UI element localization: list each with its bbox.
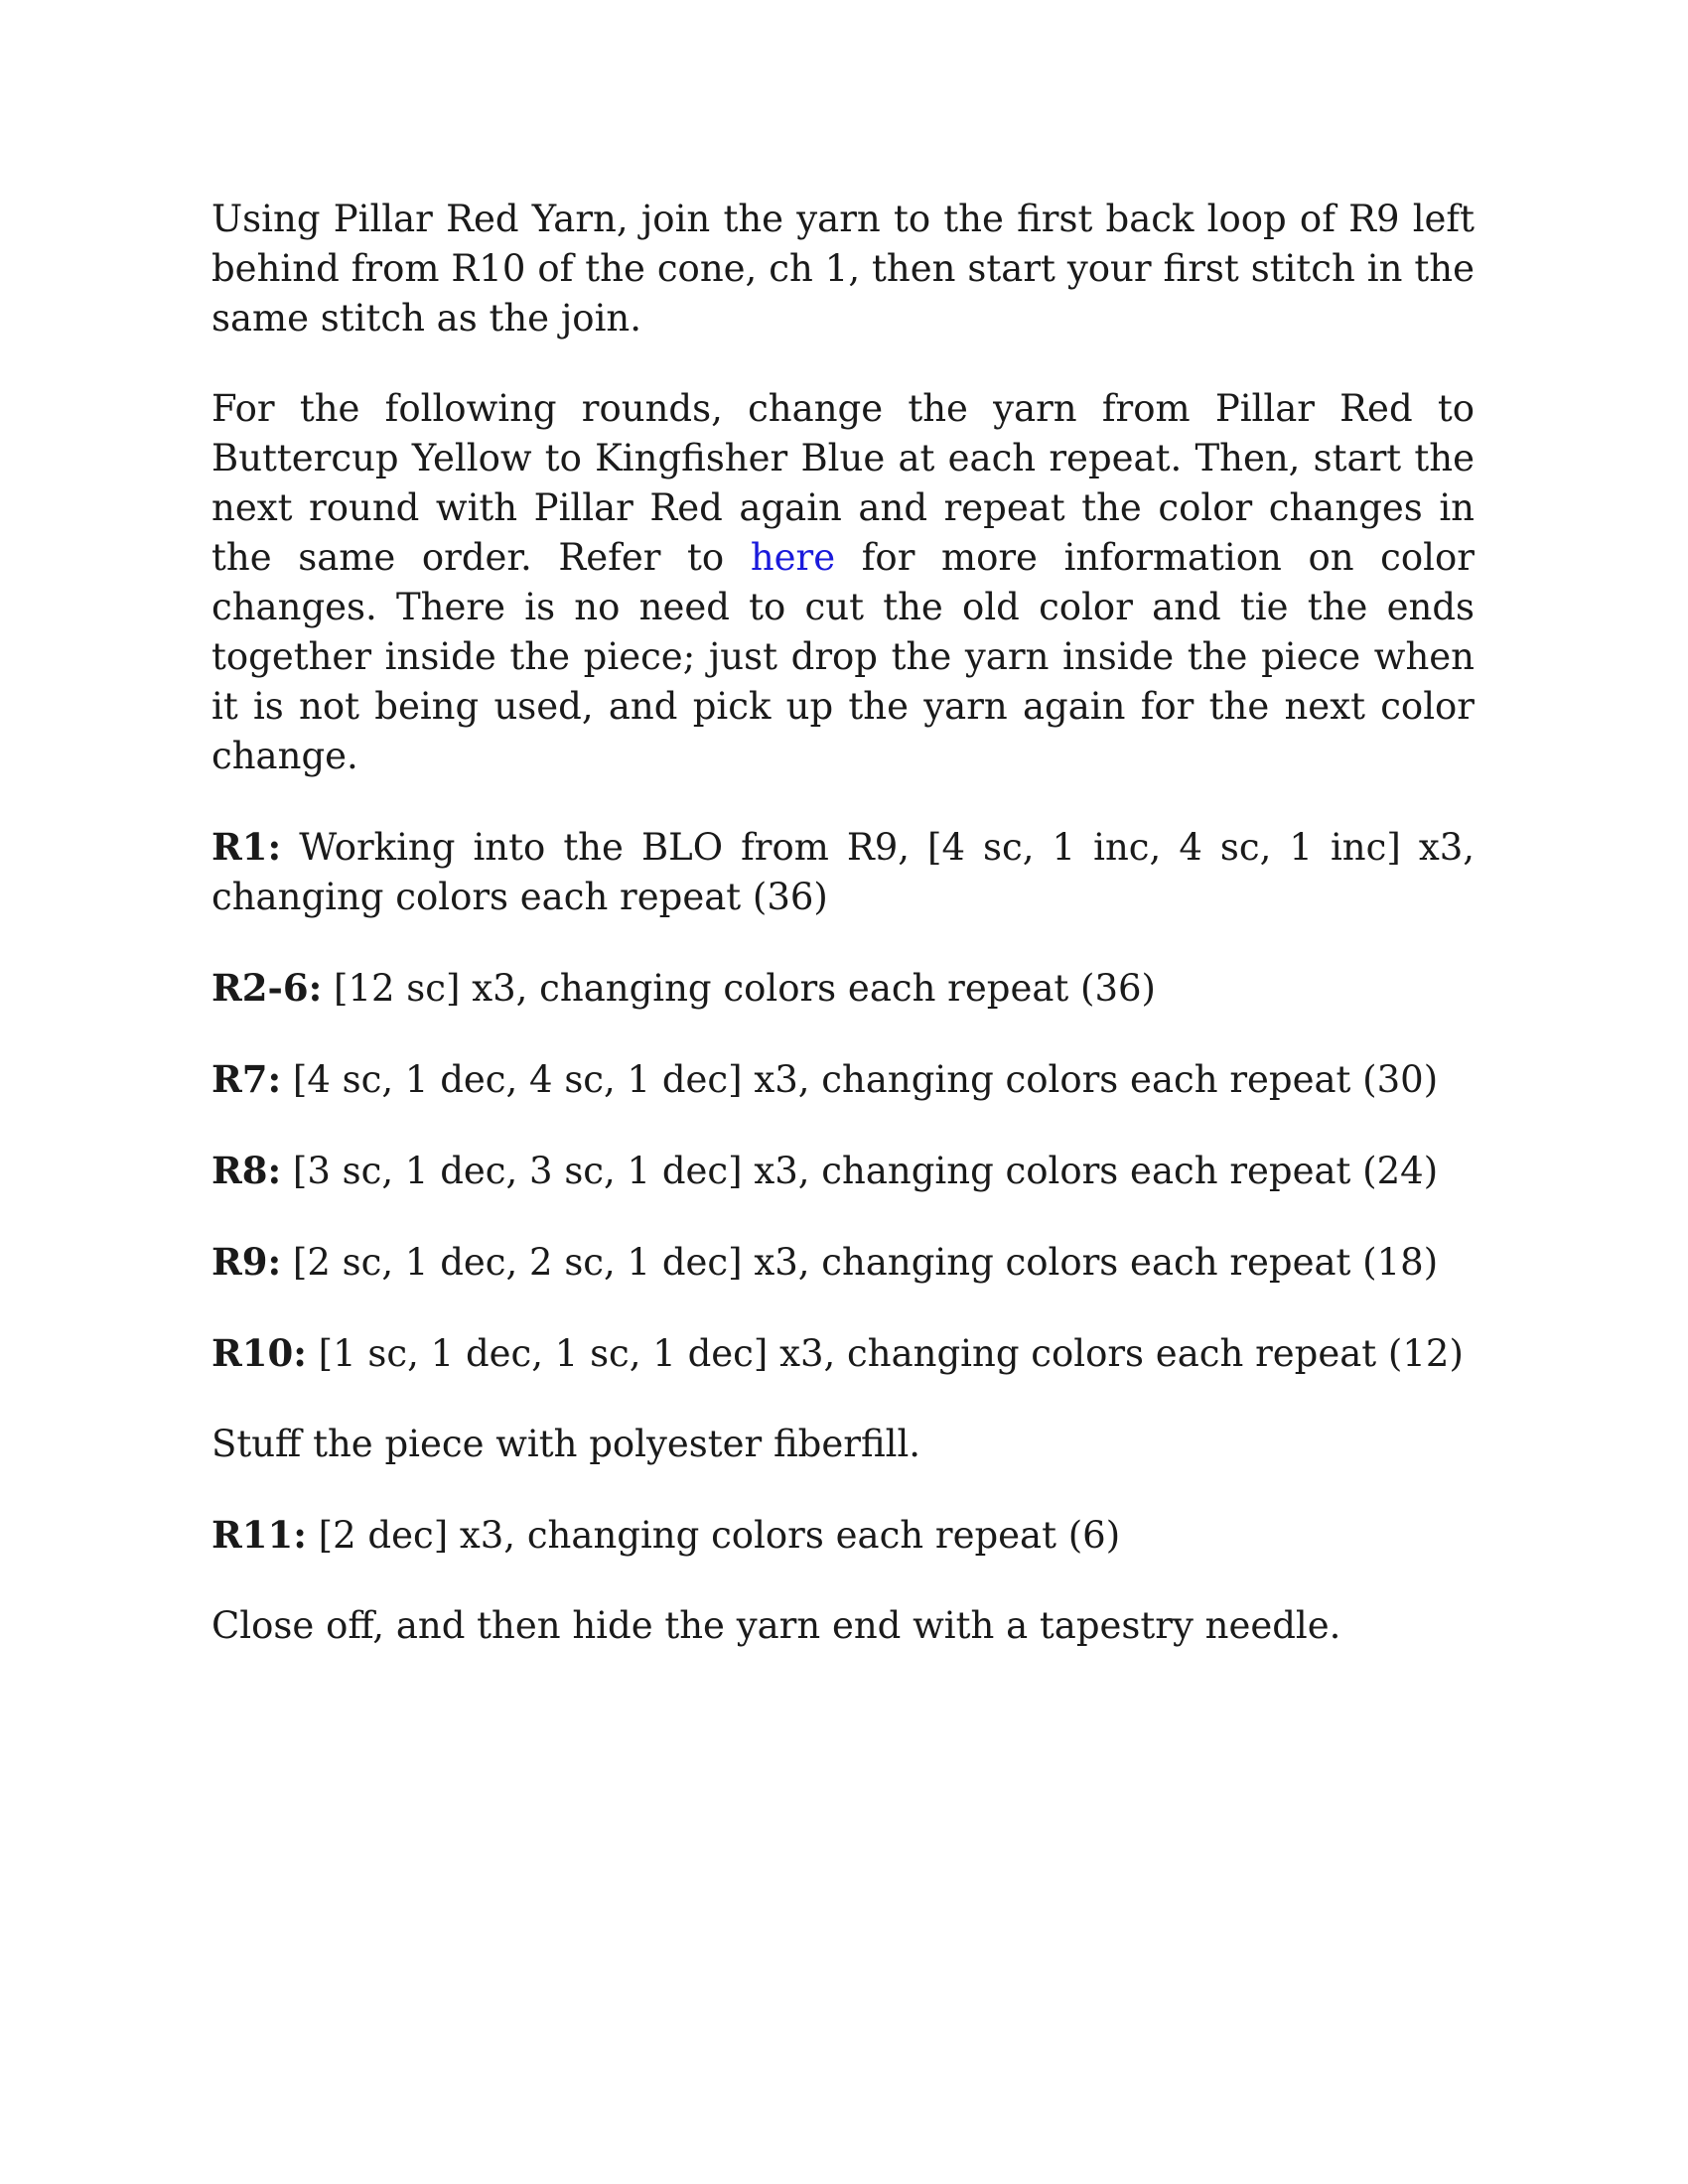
round-label: R10:: [211, 1331, 307, 1375]
round-instruction: [211, 1510, 1475, 1561]
round-label: R2-6:: [211, 966, 323, 1010]
pattern-page: [211, 195, 1475, 1692]
round-text: [3 sc, 1 dec, 3 sc, 1 dec] x3, changing colors each repeat (24): [281, 1150, 1439, 1192]
round-label: R11:: [211, 1513, 307, 1557]
stuffing-note: Stuff the piece with polyester fiberfill.: [211, 1423, 921, 1465]
round-label: R7:: [211, 1057, 282, 1101]
round-text: [2 sc, 1 dec, 2 sc, 1 dec] x3, changing colors each repeat (18): [281, 1241, 1439, 1284]
round-label: R9:: [211, 1240, 282, 1284]
round-text: [12 sc] x3, changing colors each repeat (36): [322, 967, 1156, 1010]
color-changes-link[interactable]: here: [750, 536, 836, 579]
round-label: R8:: [211, 1149, 282, 1192]
round-text: [1 sc, 1 dec, 1 sc, 1 dec] x3, changing colors each repeat (12): [306, 1332, 1464, 1375]
round-instruction: [211, 1146, 1475, 1196]
round-text: [2 dec] x3, changing colors each repeat (6): [306, 1514, 1121, 1557]
intro-paragraph: Using Pillar Red Yarn, join the yarn to the first back loop of R9 left behind from R10 of the cone, ch 1, then start your first stitch in the same stitch as the join.: [211, 198, 1475, 340]
round-text: [4 sc, 1 dec, 4 sc, 1 dec] x3, changing colors each repeat (30): [281, 1058, 1439, 1101]
round-instruction: [211, 963, 1475, 1014]
color-note-text: For the following rounds, change the yarn from Pillar Red to Buttercup Yellow to Kingfisher Blue at each repeat. Then, start the next round with Pillar Red again and repeat the color changes in the same order. Refer to: [211, 387, 1475, 579]
round-text: Working into the BLO from R9, [4 sc, 1 inc, 4 sc, 1 inc] x3, changing colors each repeat (36): [211, 826, 1475, 918]
color-note-text-continued: for more information on color changes. There is no need to cut the old color and tie the ends together inside the piece; just drop the yarn inside the piece when it is not being used, and pick up the yarn again for the next color change.: [211, 536, 1475, 777]
round-instruction: [211, 1328, 1475, 1379]
closing-instruction: Close off, and then hide the yarn end with a tapestry needle.: [211, 1604, 1341, 1647]
round-instruction: [211, 822, 1475, 922]
round-instruction: [211, 1237, 1475, 1288]
round-instruction: [211, 1054, 1475, 1105]
color-change-paragraph: [211, 384, 1475, 781]
round-label: R1:: [211, 825, 282, 869]
